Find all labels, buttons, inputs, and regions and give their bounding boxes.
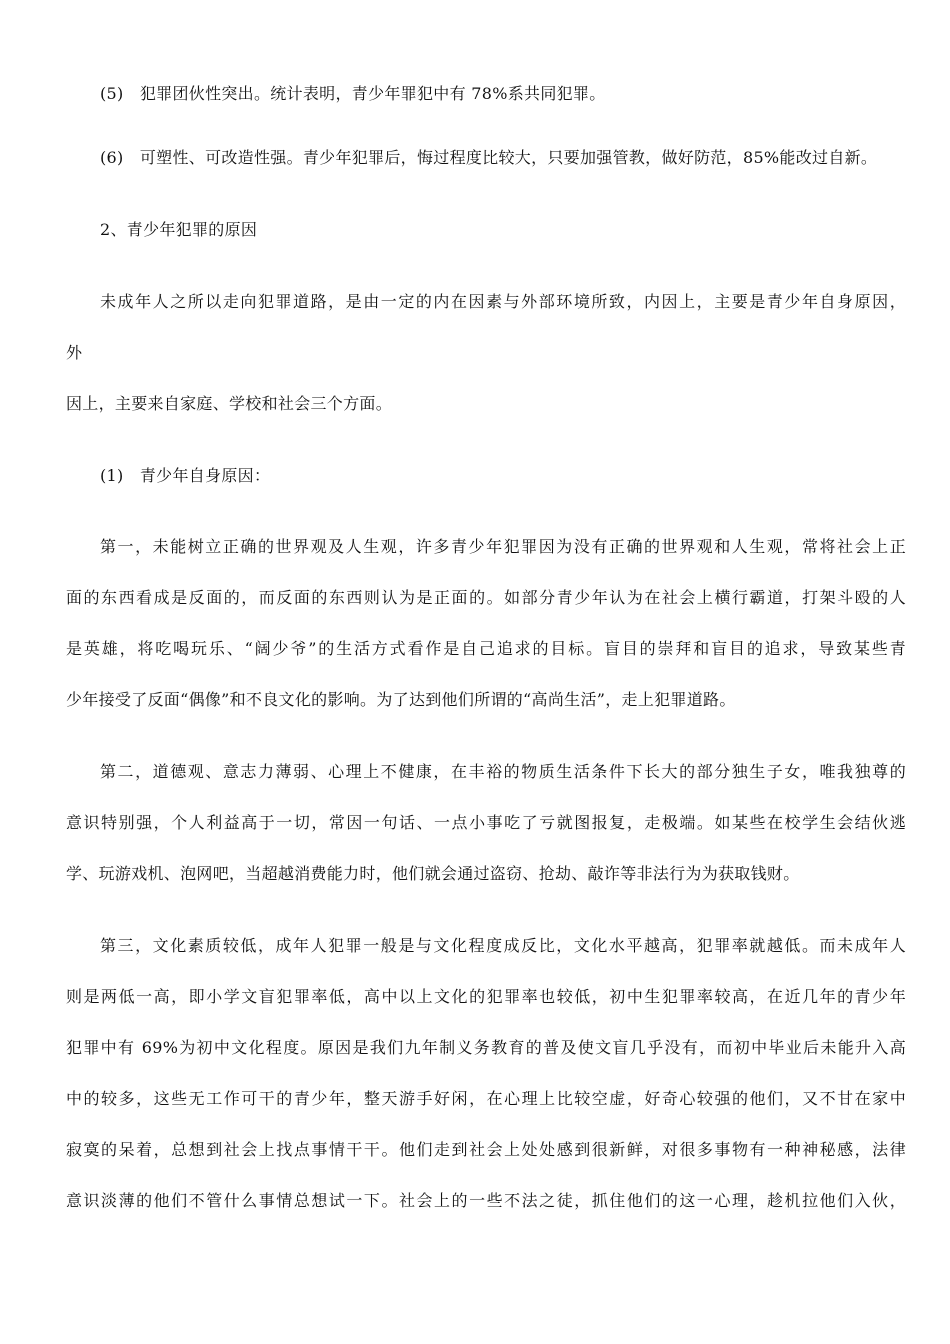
text-line: 第三，文化素质较低，成年人犯罪一般是与文化程度成反比，文化水平越高，犯罪率就越低。而未成年人 [100, 936, 906, 955]
text-line: 则是两低一高，即小学文盲犯罪率低，高中以上文化的犯罪率也较低，初中生犯罪率较高，在近几年的青少年 [66, 987, 906, 1006]
text-line: 意识淡薄的他们不管什么事情总想试一下。社会上的一些不法之徒，抓住他们的这一心理，趁机拉他们入伙， [66, 1191, 906, 1210]
text-line: 外 [66, 343, 83, 362]
text-line: 面的东西看成是反面的，而反面的东西则认为是正面的。如部分青少年认为在社会上横行霸道，打架斗殴的人 [66, 588, 906, 607]
text-line: 因上，主要来自家庭、学校和社会三个方面。 [66, 394, 393, 413]
text-line: (5) 犯罪团伙性突出。统计表明，青少年罪犯中有 78%系共同犯罪。 [100, 84, 606, 103]
text-line: 犯罪中有 69%为初中文化程度。原因是我们九年制义务教育的普及使文盲几乎没有，而初中毕业后未能升入高 [66, 1038, 906, 1057]
text-line: 中的较多，这些无工作可干的青少年，整天游手好闲，在心理上比较空虚，好奇心较强的他们，又不甘在家中 [66, 1089, 906, 1108]
text-line: (6) 可塑性、可改造性强。青少年犯罪后，悔过程度比较大，只要加强管教，做好防范，85%能改过自新。 [100, 148, 878, 167]
text-line: 意识特别强，个人利益高于一切，常因一句话、一点小事吃了亏就图报复，走极端。如某些在校学生会结伙逃 [66, 813, 906, 832]
text-line: 第一，未能树立正确的世界观及人生观，许多青少年犯罪因为没有正确的世界观和人生观，常将社会上正 [100, 537, 906, 556]
text-line: 是英雄，将吃喝玩乐、“阔少爷”的生活方式看作是自己追求的目标。盲目的崇拜和盲目的追求，导致某些青 [66, 639, 906, 658]
text-line: 第二，道德观、意志力薄弱、心理上不健康，在丰裕的物质生活条件下长大的部分独生子女，唯我独尊的 [100, 762, 906, 781]
text-line: 学、玩游戏机、泡网吧，当超越消费能力时，他们就会通过盗窃、抢劫、敲诈等非法行为为获取钱财。 [66, 864, 800, 883]
subsection-heading: (1) 青少年自身原因： [100, 466, 271, 485]
text-line: 未成年人之所以走向犯罪道路，是由一定的内在因素与外部环境所致，内因上，主要是青少年自身原因， [100, 292, 906, 311]
section-heading: 2、青少年犯罪的原因 [100, 220, 258, 239]
text-line: 少年接受了反面“偶像”和不良文化的影响。为了达到他们所谓的“高尚生活”，走上犯罪道路。 [66, 690, 736, 709]
text-line: 寂寞的呆着，总想到社会上找点事情干干。他们走到社会上处处感到很新鲜，对很多事物有一种神秘感，法律 [66, 1140, 906, 1159]
